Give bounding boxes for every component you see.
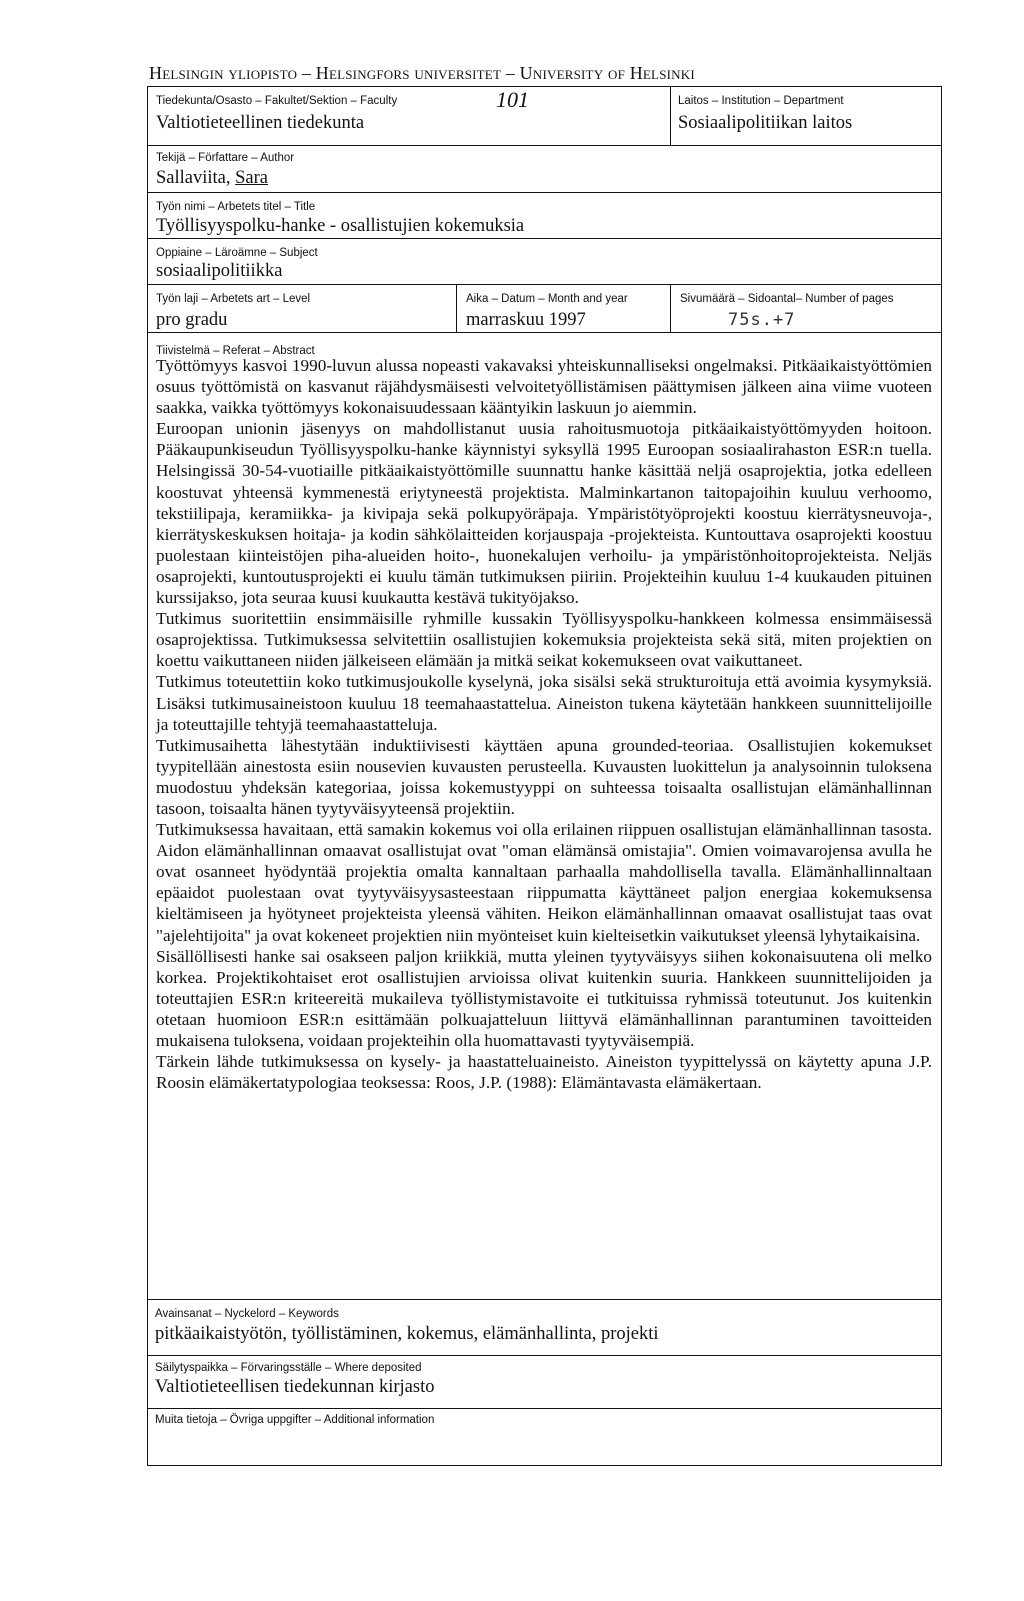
- abstract-label: Tiivistelmä – Referat – Abstract: [156, 345, 315, 357]
- additional-top-line: [147, 1408, 942, 1410]
- title-row: [148, 193, 941, 239]
- abstract-paragraph: Tutkimus suoritettiin ensimmäisille ryhmille kussakin Työllisyyspolku-hankkeen kolmessa ensimmäisessä osaprojektissa. Tutkimuksessa selvitettiin osallistujien kokemuksia projekteista sekä sitä, miten projektien on koettu vaikuttaneen niiden jälkeiseen elämään ja mitkä seikat kokemukseen ovat vaikuttaneet.: [156, 609, 932, 671]
- date-label: Aika – Datum – Month and year: [466, 293, 628, 305]
- deposited-label: Säilytyspaikka – Förvaringsställe – Where deposited: [155, 1362, 422, 1374]
- level-label: Työn laji – Arbetets art – Level: [156, 293, 311, 305]
- deposited-top-line: [147, 1355, 942, 1357]
- additional-label: Muita tietoja – Övriga uppgifter – Additional information: [155, 1414, 435, 1426]
- abstract-paragraph: Sisällöllisesti hanke sai osakseen paljon kriikkiä, mutta yleinen tyytyväisyys siihen kokonaisuutena oli melko korkea. Projektikohtaiset erot osallistujien arvioissa olivat kuitenkin suuria. Hankkeen suunnittelijoiden ja toteuttajien ESR:n kriteereitä mukaileva työllistymistavoite ei tutkituissa ryhmissä toteutunut. Jos kuitenkin otetaan huomioon ESR:n esittämään polkuajatteluun liittyvä elämänhallinnan parantuminen tavoitteiden mukaisena tuloksena, voidaan projekteihin olla huomattavasti tyytyväisempiä.: [156, 946, 932, 1050]
- faculty-value: Valtiotieteellinen tiedekunta: [156, 113, 365, 133]
- pages-value: 75s.+7: [728, 310, 796, 330]
- keywords-top-line: [147, 1299, 942, 1301]
- university-header: Helsingin yliopisto – Helsingfors universitet – University of Helsinki: [149, 63, 695, 83]
- level-date-pages-row: [148, 285, 941, 333]
- department-value: Sosiaalipolitiikan laitos: [678, 113, 853, 133]
- faculty-label: Tiedekunta/Osasto – Fakultet/Sektion – Faculty: [156, 95, 398, 107]
- handwritten-number: 101: [496, 87, 529, 112]
- column-divider: [456, 285, 457, 332]
- faculty-department-row: [148, 87, 941, 146]
- author-label: Tekijä – Författare – Author: [156, 152, 295, 164]
- author-value: [156, 168, 268, 189]
- author-surname: Sallaviita,: [156, 168, 236, 188]
- abstract-paragraph: Työttömyys kasvoi 1990-luvun alussa nopeasti vakavaksi yhteiskunnalliseksi ongelmaksi. Pitkäaikaistyöttömien osuus työttömistä on kasvanut räjähdysmäisesti velvoitetyöllistämisen päättymisen jälkeen aina viime vuoteen saakka, vaikka työttömyys kokonaisuudessaan kääntyikin laskuun jo aiemmin.: [156, 356, 932, 418]
- abstract-text: [156, 355, 932, 1093]
- abstract-paragraph: Tutkimus toteutettiin koko tutkimusjoukolle kyselynä, joka sisälsi sekä strukturoituja että avoimia kysymyksiä. Lisäksi tutkimusaineistoon kuuluu 18 teemahaastattelua. Aineiston tukena käytetään hankkeen suunnittelijoille ja toteuttajille tehtyjä teemahaastatteluja.: [156, 672, 932, 734]
- level-value: pro gradu: [156, 310, 228, 330]
- date-value: marraskuu 1997: [466, 310, 586, 330]
- keywords-label: Avainsanat – Nyckelord – Keywords: [155, 1308, 339, 1320]
- author-row: [148, 146, 941, 193]
- subject-row: [148, 239, 941, 285]
- abstract-paragraph: Tärkein lähde tutkimuksessa on kysely- ja haastatteluaineisto. Aineiston tyypittelyssä on käytetty apuna J.P. Roosin elämäkertatypologiaa teoksessa: Roos, J.P. (1988): Elämäntavasta elämäkertaan.: [156, 1052, 932, 1093]
- column-divider: [670, 285, 671, 332]
- abstract-paragraph: Tutkimuksessa havaitaan, että samakin kokemus voi olla erilainen riippuen osallistujan elämänhallinnan tasosta. Aidon elämänhallinnan omaavat osallistujat ovat "oman elämänsä omistajia". Omien voimavarojensa avulla he ovat osanneet hyödyntää projektia omalta kannaltaan parhaalla mahdollisella tavalla. Elämänhallinnaltaan epäaidot puolestaan ovat tyytyväisyysasteestaan riippumatta käyttäneet paljon energiaa kokemuksensa kieltämiseen ja hyötyneet projekteista yleensä vähiten. Heikon elämänhallinnan omaavat osallistujat taas ovat "ajelehtijoita" ja ovat kokeneet projektien niin myönteiset kuin kielteisetkin vaikutukset yleensä lyhytaikaisina.: [156, 820, 932, 945]
- abstract-paragraph: Tutkimusaihetta lähestytään induktiivisesti käyttäen apuna grounded-teoriaa. Osallistujien kokemukset tyypitellään ainestosta esiin nousevien kuvausten perusteella. Kuvausten luokittelun ja analysoinnin tuloksena muodostuu yhdeksän kategoriaa, joissa kokemustyyppi on suhteessa toisaalta osallistujan elämänhallinnan tasoon, toisaalta hänen tyytyväisyyteensä projektiin.: [156, 735, 932, 818]
- title-value: Työllisyyspolku-hanke - osallistujien kokemuksia: [156, 216, 525, 236]
- deposited-value: Valtiotieteellisen tiedekunnan kirjasto: [155, 1377, 435, 1397]
- pages-label: Sivumäärä – Sidoantal– Number of pages: [680, 293, 894, 305]
- title-label: Työn nimi – Arbetets titel – Title: [156, 201, 316, 213]
- subject-label: Oppiaine – Läroämne – Subject: [156, 247, 318, 259]
- keywords-value: pitkäaikaistyötön, työllistäminen, kokemus, elämänhallinta, projekti: [155, 1324, 659, 1344]
- author-firstname: Sara: [235, 168, 268, 188]
- abstract-paragraph: Euroopan unionin jäsenyys on mahdollistanut uusia rahoitusmuotoja pitkäaikaistyöttömyyden hoitoon. Pääkaupunkiseudun Työllisyyspolku-hanke käynnistyi syksyllä 1995 Euroopan sosiaalirahaston ESR:n tuella. Helsingissä 30-54-vuotiaille pitkäaikaistyöttömille suunnattu hanke käsittää neljä osaprojektia, jotka edelleen koostuvat yhteensä kymmenestä eriytyneestä projektista. Malminkartanon taitopajoihin kuuluu verhoomo, tekstiilipaja, keramiikka- ja kivipaja sekä polkupyöräpaja. Ympäristötyöprojekti koostuu kierrätysneuvoja-, kierrätyskeskuksen hoitaja- ja kodin sähkölaitteiden korjauspaja -projekteista. Kuntouttava osaprojekti koostuu puolestaan kiinteistöjen piha-alueiden hoito-, huonekalujen verhoilu- ja ympäristönhoitoprojekteista. Neljäs osaprojekti, kuntoutusprojekti ei kuulu tämän tutkimuksen piiriin. Projekteihin kuuluu 1-4 kuukauden pituinen kurssijakso, jota seuraa kuusi kuukautta kestävä tukityöjakso.: [156, 419, 932, 608]
- department-label: Laitos – Institution – Department: [678, 95, 844, 107]
- column-divider: [670, 87, 671, 145]
- abstract-form: [147, 86, 942, 1466]
- subject-value: sosiaalipolitiikka: [156, 261, 283, 281]
